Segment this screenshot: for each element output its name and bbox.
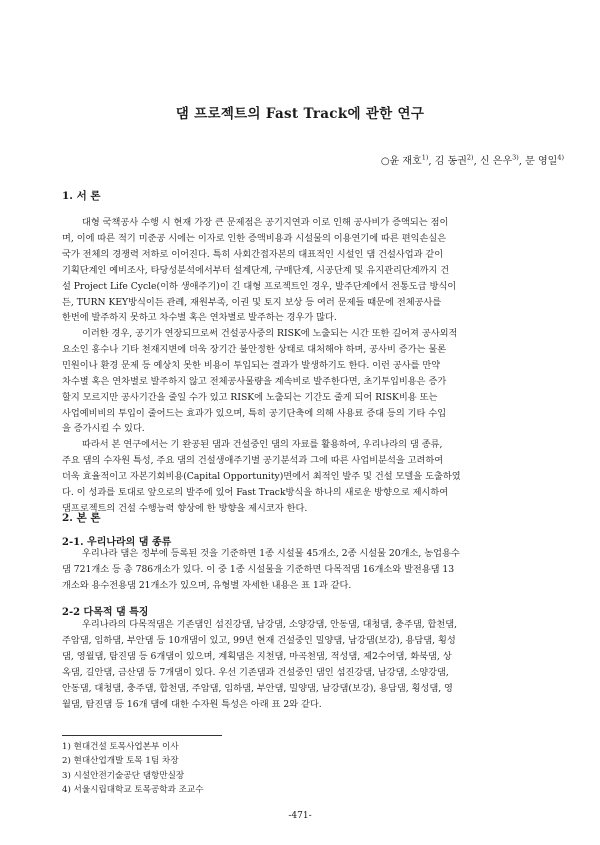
- footnote-divider: [62, 735, 222, 736]
- footnote-2: 2) 현대산업개발 토목 1팀 차장: [62, 756, 179, 767]
- author-4: 문 영일$^{4)}$: [525, 153, 564, 167]
- paper-title: 댐 프로젝트의 Fast Track에 관한 연구: [175, 106, 425, 122]
- author-1: ○윤 재호$^{1)}$,: [380, 153, 435, 167]
- footnotes: [62, 740, 204, 798]
- section-1-heading: 1. 서 론: [62, 190, 101, 202]
- dam-types-paragraph: 우리나라 댐은 정부에 등록된 것을 기준하면 1종 시설물 45개소, 2종 시설물 20개소, 농업용수 댐 721개소 등 총 786개소가 있다. 이 중 1종 시설물을 기준하면 다목적댐 16개소와 발전용댐 13 개소와 용수전용댐 21개소가 있으며, 유형별 자세한 내용은 표 1과 같다.: [62, 548, 460, 591]
- section-2-heading: 2. 본 론: [62, 512, 101, 524]
- footnote-4: 4) 서울시립대학교 토목공학과 조교수: [62, 785, 204, 796]
- intro-paragraph-3: 따라서 본 연구에서는 기 완공된 댐과 건설중인 댐의 자료를 활용하여, 우리나라의 댐 종류, 주요 댐의 수자원 특성, 주요 댐의 건설생애주기별 공기분석과 그에 따른 사업비분석을 고려하여 더욱 효율적이고 자본기회비용(Capital Opportunity)면에서 최적인 발주 및 건설 모델을 도출하였 다. 이 성과를 토대로 앞으로의 발주에 있어 Fast Track방식을 하나의 새로운 방향으로 제시하여 댐프로젝트의 건설 수행능력 향상에 한 방향을 제시코자 한다.: [62, 439, 461, 514]
- footnote-1: 1) 현대건설 토목사업본부 이사: [62, 742, 179, 752]
- author-3: 신 은우$^{3)}$,: [479, 153, 526, 167]
- intro-paragraph-1: 대형 국책공사 수행 시 현재 가장 큰 문제점은 공기지연과 이로 인해 공사비가 증액되는 점이 며, 이에 따른 적기 미준공 시에는 이자로 인한 증액비용과 시설물의 이용연기에 따른 편익손실은 국가 전체의 경쟁력 저하로 이어진다. 특히 사회간접자본의 대표적인 시설인 댐 건설사업과 같이 기획단계인 예비조사, 타당성분석에서부터 설계단계, 구매단계, 시공단계 및 유지관리단계까지 건 설 Project Life Cycle(이하 생애주기)이 긴 대형 프로젝트인 경우, 발주단계에서 전통도급 방식이 든, TURN KEY방식이든 관례, 재원부족, 이권 및 토지 보상 등 여러 문제들 때문에 전체공사를 한번에 발주하지 못하고 차수별 혹은 연차별로 발주하는 경우가 많다.: [62, 217, 457, 324]
- intro-paragraph-2: 이러한 경우, 공기가 연장되므로써 건설공사중의 RISK에 노출되는 시간 또한 길어져 공사외적 요소인 홍수나 기타 천재지변에 더욱 장기간 불안정한 상태로 대처해야 하며, 공사비 증가는 물론 민원이나 환경 문제 등 예상치 못한 비용이 투입되는 결과가 발생하기도 한다. 이런 공사를 만약 차수별 혹은 연차별로 발주하지 않고 전체공사물량을 계속비로 발주한다면, 초기투입비용은 증가 할지 모르지만 공사기간을 줄일 수가 있고 RISK에 노출되는 기간도 줄게 되어 RISK비용 또는 사업예비비의 투입이 줄어드는 효과가 있으며, 특히 공기단축에 의해 사용료 증대 등의 기타 수입 을 증가시킬 수 있다.: [62, 328, 458, 435]
- footnote-3: 3) 시설안전기술공단 댐항만실장: [62, 770, 185, 781]
- subsection-2-1-heading: 2-1. 우리나라의 댐 종류: [62, 537, 172, 548]
- multipurpose-dam-paragraph: 우리나라의 다목적댐은 기존댐인 섬진강댐, 남강댐, 소양강댐, 안동댐, 대청댐, 충주댐, 합천댐, 주암댐, 임하댐, 부안댐 등 10개댐이 있고, 99년 현재 건설중인 밀양댐, 남강댐(보강), 용담댐, 횡성 댐, 영월댐, 탐진댐 등 6개댐이 있으며, 계획댐은 지천댐, 마곡천댐, 적성댐, 제2수어댐, 화북댐, 상 옥댐, 길안댐, 금산댐 등 7개댐이 있다. 우선 기존댐과 건설중인 댐인 섬진강댐, 남강댐, 소양강댐, 안동댐, 대청댐, 충주댐, 합천댐, 주암댐, 임하댐, 부안댐, 밀양댐, 남강댐(보강), 용담댐, 횡성댐, 영 월댐, 탐진댐 등 16개 댐에 대한 수자원 특성은 아래 표 2와 같다.: [62, 619, 458, 710]
- author-2: 김 동권$^{2)}$,: [434, 153, 480, 167]
- page-number: -471-: [288, 811, 312, 821]
- subsection-2-2-heading: 2-2 다목적 댐 특징: [62, 607, 149, 618]
- author-line: [381, 152, 564, 167]
